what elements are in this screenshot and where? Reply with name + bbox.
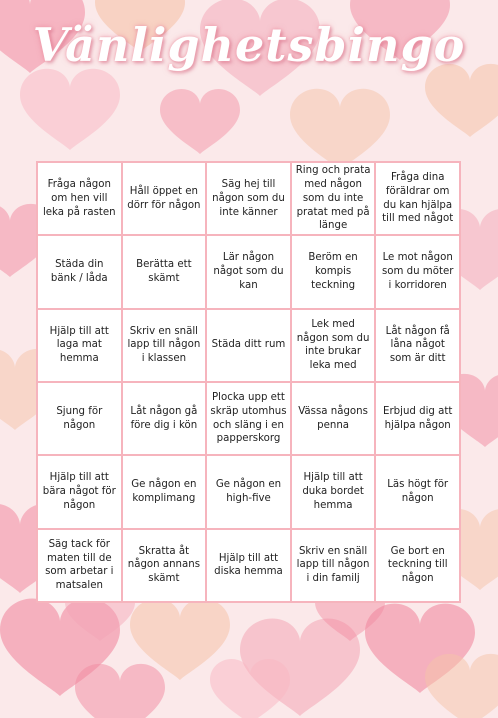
heart-icon [425,64,498,137]
bingo-cell[interactable]: Plocka upp ett skräp utomhus och släng i en papperskorg [207,383,290,454]
page-title: Vänlighetsbingo [32,18,466,72]
bingo-cell[interactable]: Hjälp till att laga mat hemma [38,310,121,381]
bingo-cell[interactable]: Låt någon gå före dig i kön [123,383,206,454]
bingo-cell[interactable]: Lek med någon som du inte brukar leka med [292,310,375,381]
bingo-cell[interactable]: Le mot någon som du möter i korridoren [376,236,459,307]
bingo-cell[interactable]: Håll öppet en dörr för någon [123,163,206,234]
bingo-cell[interactable]: Berätta ett skämt [123,236,206,307]
bingo-cell[interactable]: Ring och prata med någon som du inte pratat med på länge [292,163,375,234]
bingo-cell[interactable]: Lär någon något som du kan [207,236,290,307]
bingo-cell[interactable]: Ge bort en teckning till någon [376,530,459,601]
bingo-grid [36,161,461,603]
bingo-cell[interactable]: Skriv en snäll lapp till någon i klassen [123,310,206,381]
bingo-cell[interactable]: Ge någon en komplimang [123,456,206,527]
bingo-cell[interactable]: Läs högt för någon [376,456,459,527]
bingo-cell[interactable]: Hjälp till att bära något för någon [38,456,121,527]
bingo-cell[interactable]: Sjung för någon [38,383,121,454]
bingo-cell[interactable]: Skriv en snäll lapp till någon i din familj [292,530,375,601]
bingo-cell[interactable]: Städa din bänk / låda [38,236,121,307]
bingo-cell[interactable]: Hjälp till att duka bordet hemma [292,456,375,527]
bingo-cell[interactable]: Städa ditt rum [207,310,290,381]
bingo-cell[interactable]: Säg hej till någon som du inte känner [207,163,290,234]
bingo-cell[interactable]: Ge någon en high-five [207,456,290,527]
heart-icon [160,89,240,154]
bingo-cell[interactable]: Säg tack för maten till de som arbetar i matsalen [38,530,121,601]
heart-icon [75,664,165,718]
bingo-cell[interactable]: Erbjud dig att hjälpa någon [376,383,459,454]
bingo-cell[interactable]: Fråga någon om hen vill leka på rasten [38,163,121,234]
bingo-cell[interactable]: Vässa någons penna [292,383,375,454]
heart-icon [290,89,390,170]
bingo-cell[interactable]: Skratta åt någon annans skämt [123,530,206,601]
bingo-cell[interactable]: Låt någon få låna något som är ditt [376,310,459,381]
bingo-cell[interactable]: Beröm en kompis teckning [292,236,375,307]
bingo-cell[interactable]: Hjälp till att diska hemma [207,530,290,601]
heart-icon [20,69,120,150]
heart-icon [425,654,498,718]
bingo-cell[interactable]: Fråga dina föräldrar om du kan hjälpa till med något [376,163,459,234]
